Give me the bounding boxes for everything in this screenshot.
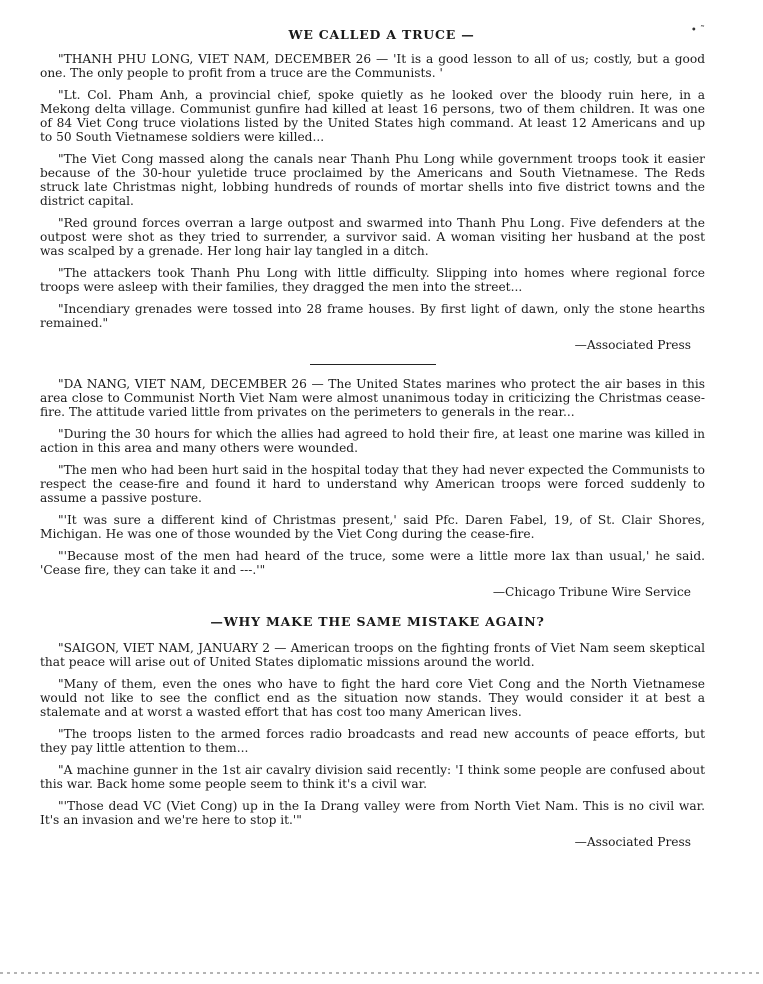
article-paragraph: "The troops listen to the armed forces radio broadcasts and read new accounts of peace efforts, but they pay little attention to them... xyxy=(40,727,705,755)
attribution: —Associated Press xyxy=(574,835,691,849)
article-paragraph: "During the 30 hours for which the allies had agreed to hold their fire, at least one marine was killed in action in this area and many others were wounded. xyxy=(40,427,705,455)
article-paragraph: "Many of them, even the ones who have to fight the hard core Viet Cong and the North Vietnamese would not like to see the conflict end as the situation now stands. They would consider it at best a stalemate and at worst a wasted effort that has cost too many American lives. xyxy=(40,677,705,719)
attribution: —Associated Press xyxy=(574,338,691,352)
article-paragraph: "The Viet Cong massed along the canals near Thanh Phu Long while government troops took it easier because of the 30-hour yuletide truce proclaimed by the Americans and South Vietnamese. The Reds struck late Christmas night, lobbing hundreds of rounds of mortar shells into five district towns and the district capital. xyxy=(40,152,705,208)
article-paragraph: "'Those dead VC (Viet Cong) up in the Ia Drang valley were from North Viet Nam. This is no civil war. It's an invasion and we're here to stop it.'" xyxy=(40,799,705,827)
article-paragraph: "DA NANG, VIET NAM, DECEMBER 26 — The United States marines who protect the air bases in this area close to Communist North Viet Nam were almost unanimous today in criticizing the Christmas cease-fire. The attitude varied little from privates on the perimeters to generals in the rear... xyxy=(40,377,705,419)
article-paragraph: "Red ground forces overran a large outpost and swarmed into Thanh Phu Long. Five defenders at the outpost were shot as they tried to surrender, a survivor said. A woman visiting her husband at the post was scalped by a grenade. Her long hair lay tangled in a ditch. xyxy=(40,216,705,258)
article-paragraph: "The men who had been hurt said in the hospital today that they had never expected the Communists to respect the cease-fire and found it hard to understand why American troops were forced suddenly to assume a passive posture. xyxy=(40,463,705,505)
article-da-nang xyxy=(40,377,705,599)
scan-marks: • ˜ xyxy=(690,25,705,36)
scan-noise-line xyxy=(0,972,763,974)
attribution: —Chicago Tribune Wire Service xyxy=(492,585,691,599)
article-paragraph: "Incendiary grenades were tossed into 28 frame houses. By first light of dawn, only the stone hearths remained." xyxy=(40,302,705,330)
article-paragraph: "'Because most of the men had heard of the truce, some were a little more lax than usual,' he said. 'Cease fire, they can take it and ---.'" xyxy=(40,549,705,577)
section-divider xyxy=(310,364,436,365)
article-paragraph: "Lt. Col. Pham Anh, a provincial chief, spoke quietly as he looked over the bloody ruin here, in a Mekong delta village. Communist gunfire had killed at least 16 persons, two of them children. It was one of 84 Viet Cong truce violations listed by the United States high command. At least 12 Americans and up to 50 South Vietnamese soldiers were killed... xyxy=(40,88,705,144)
article-paragraph: "THANH PHU LONG, VIET NAM, DECEMBER 26 — 'It is a good lesson to all of us; costly, but a good one. The only people to profit from a truce are the Communists. ' xyxy=(40,52,705,80)
article-paragraph: "'It was sure a different kind of Christmas present,' said Pfc. Daren Fabel, 19, of St. Clair Shores, Michigan. He was one of those wounded by the Viet Cong during the cease-fire. xyxy=(40,513,705,541)
article-paragraph: "The attackers took Thanh Phu Long with little difficulty. Slipping into homes where regional force troops were asleep with their families, they dragged the men into the street... xyxy=(40,266,705,294)
page-title: WE CALLED A TRUCE — xyxy=(288,27,475,42)
article-paragraph: "A machine gunner in the 1st air cavalry division said recently: 'I think some people are confused about this war. Back home some people seem to think it's a civil war. xyxy=(40,763,705,791)
article-saigon xyxy=(40,641,705,849)
article-thanh-phu-long xyxy=(40,52,705,352)
article-paragraph: "SAIGON, VIET NAM, JANUARY 2 — American troops on the fighting fronts of Viet Nam seem skeptical that peace will arise out of United States diplomatic missions around the world. xyxy=(40,641,705,669)
section-heading: —WHY MAKE THE SAME MISTAKE AGAIN? xyxy=(210,614,545,629)
